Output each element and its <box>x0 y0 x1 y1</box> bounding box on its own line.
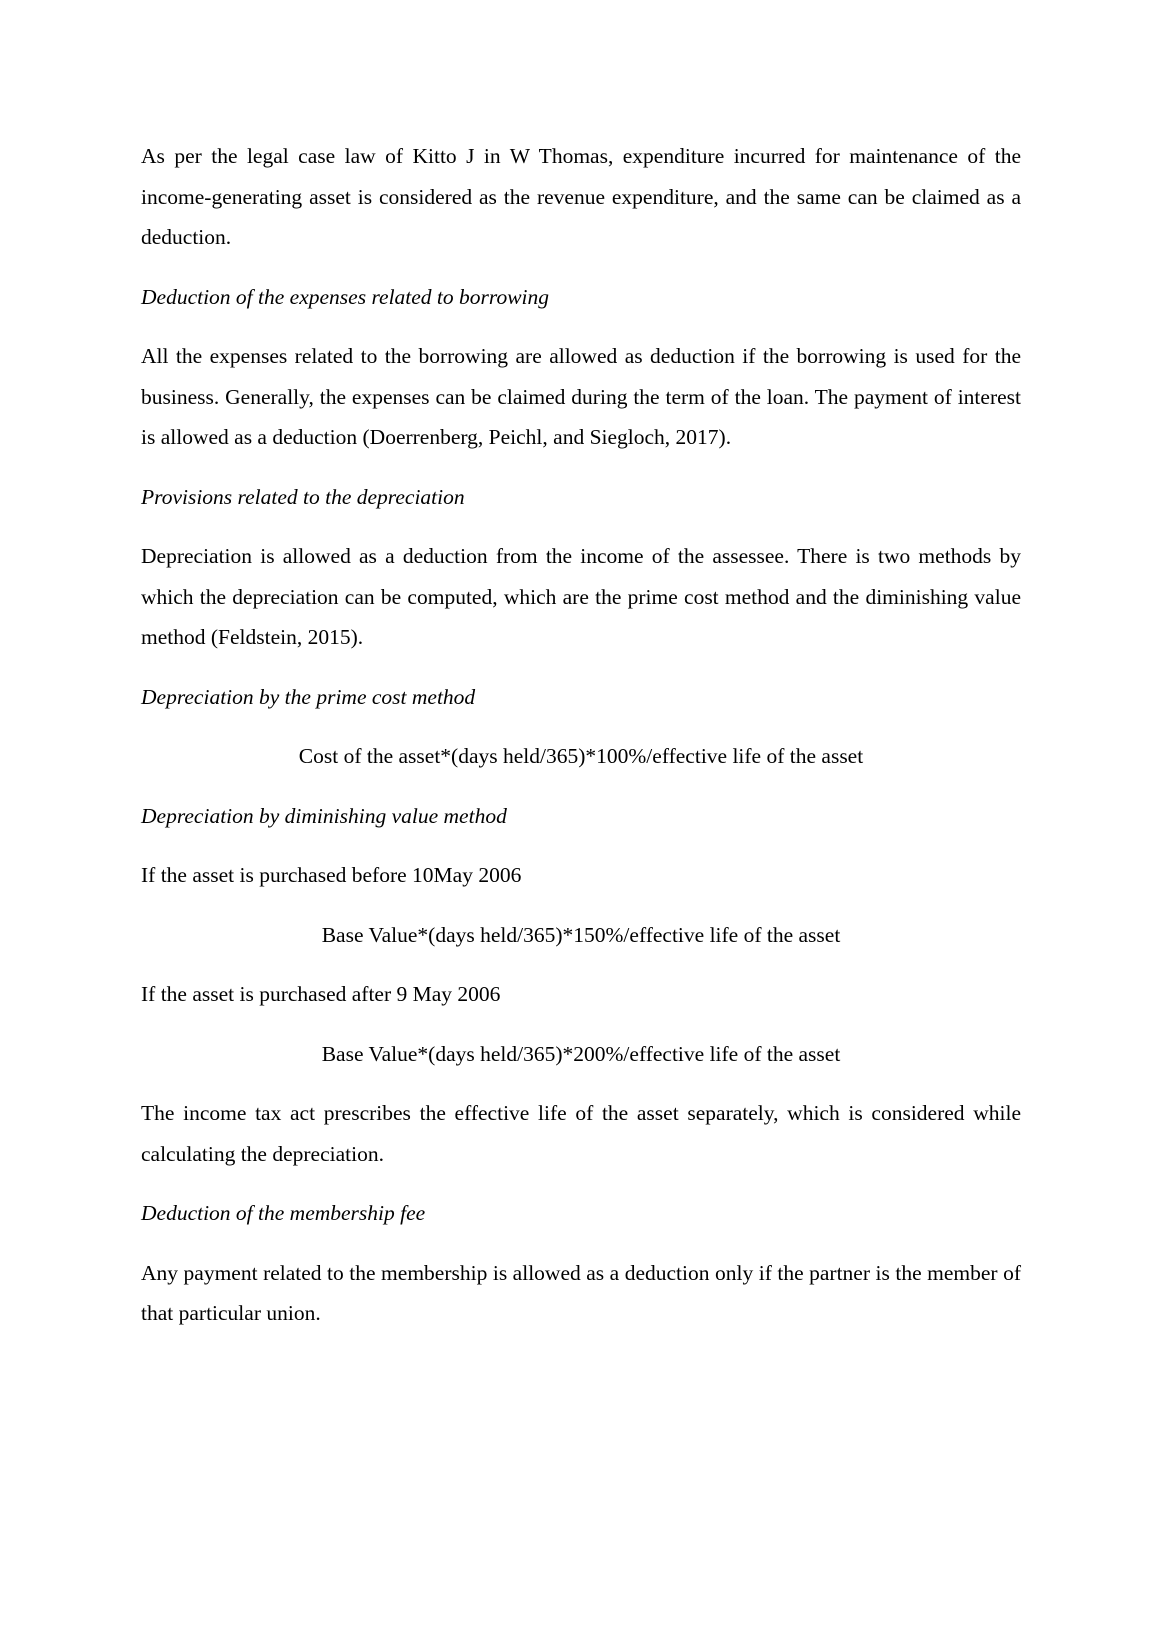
formula-prime-cost: Cost of the asset*(days held/365)*100%/effective life of the asset <box>298 744 864 768</box>
heading-depreciation-provisions: Provisions related to the depreciation <box>141 484 465 509</box>
heading-membership-fee: Deduction of the membership fee <box>141 1201 426 1225</box>
condition-purchased-before: If the asset is purchased before 10May 2006 <box>141 863 522 887</box>
heading-borrowing-expenses: Deduction of the expenses related to borrowing <box>141 284 550 309</box>
paragraph-borrowing-expenses: All the expenses related to the borrowing are allowed as deduction if the borrowing is used for the business. Generally, the expenses can be claimed during the term of the loan. The payment of interest is allowed as a deduction (Doerrenberg, Peichl, and Siegloch, 2017). <box>141 344 1021 449</box>
heading-diminishing-value-method: Depreciation by diminishing value method <box>141 803 507 828</box>
paragraph-kitto-case: As per the legal case law of Kitto J in W Thomas, expenditure incurred for maintenance of the income-generating asset is considered as the revenue expenditure, and the same can be claimed as a deduction. <box>141 144 1021 249</box>
document-page <box>141 136 1021 1353</box>
paragraph-membership-fee: Any payment related to the membership is allowed as a deduction only if the partner is the member of that particular union. <box>141 1260 1021 1325</box>
condition-purchased-after: If the asset is purchased after 9 May 2006 <box>141 982 501 1006</box>
formula-diminishing-before: Base Value*(days held/365)*150%/effective life of the asset <box>321 922 841 947</box>
paragraph-effective-life: The income tax act prescribes the effective life of the asset separately, which is considered while calculating the depreciation. <box>141 1101 1021 1166</box>
heading-prime-cost-method: Depreciation by the prime cost method <box>141 684 476 709</box>
paragraph-depreciation-methods: Depreciation is allowed as a deduction from the income of the assessee. There is two methods by which the depreciation can be computed, which are the prime cost method and the diminishing value method (Feldstein, 2015). <box>141 544 1021 649</box>
formula-diminishing-after: Base Value*(days held/365)*200%/effective life of the asset <box>321 1041 841 1066</box>
